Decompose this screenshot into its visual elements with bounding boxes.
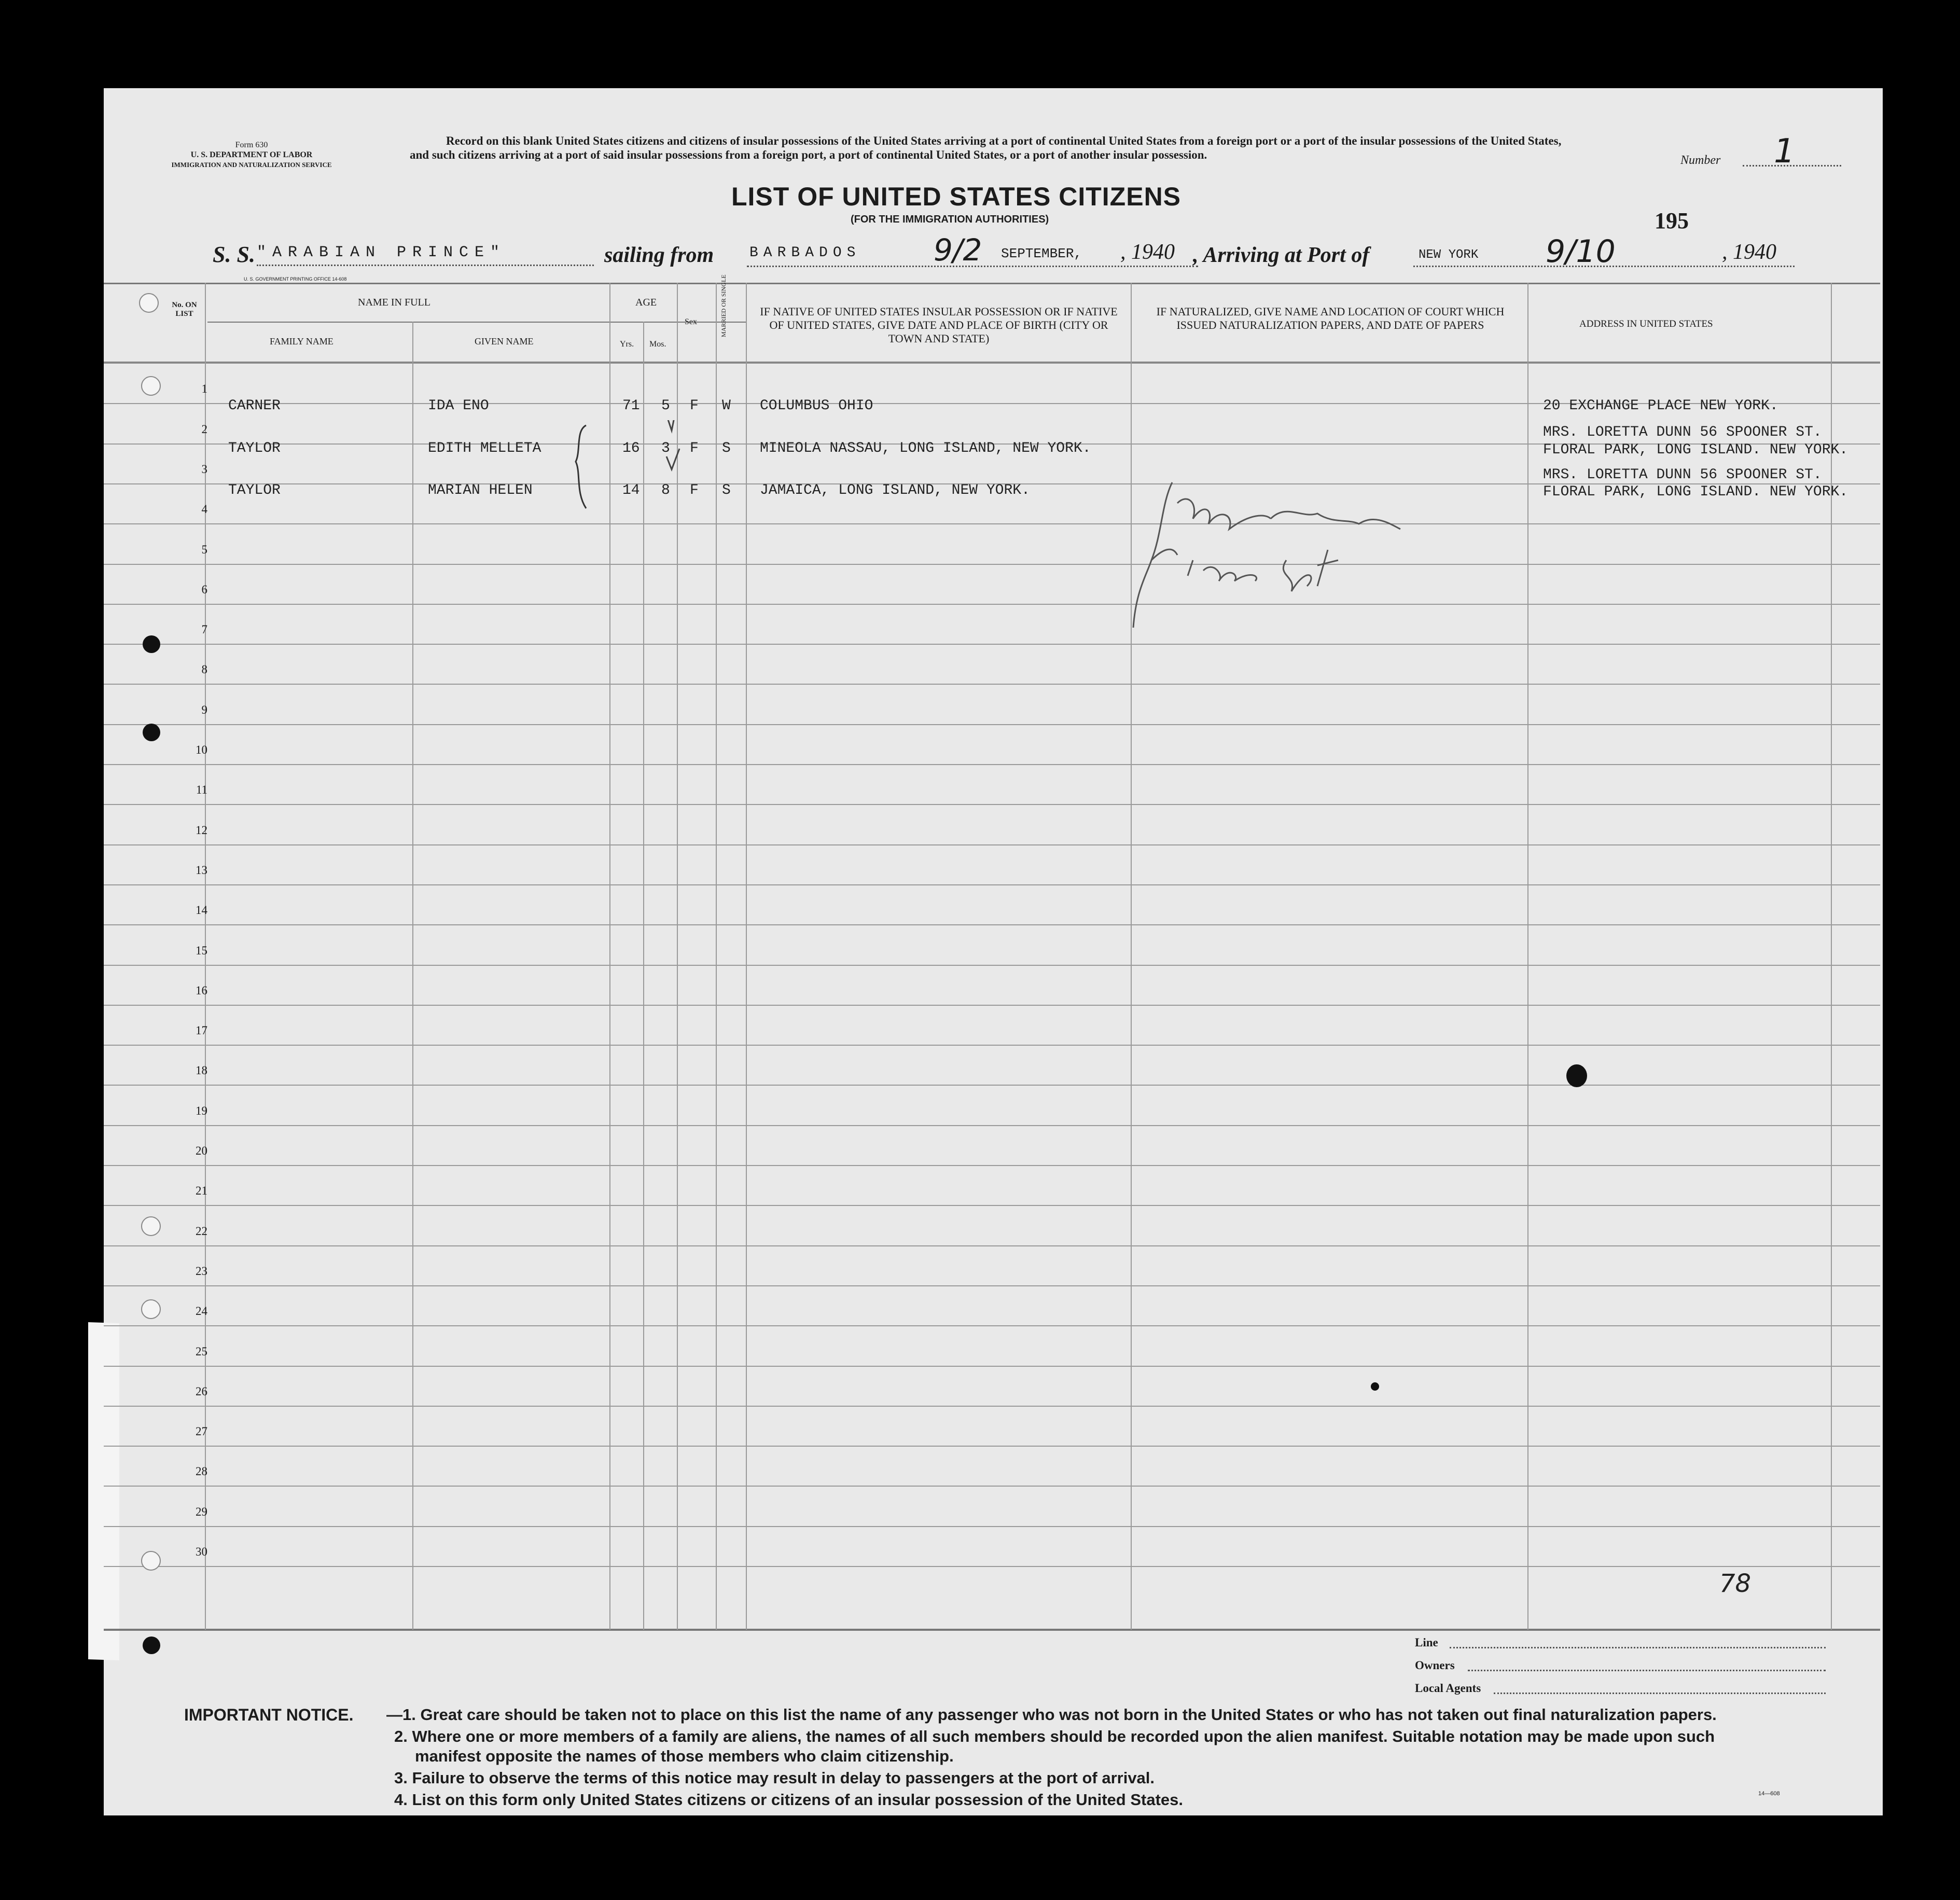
number-label: Number [1680,154,1721,167]
passenger-1-mos: 5 [661,398,670,414]
row-rule [104,724,1880,725]
ink-blot [1566,1064,1587,1087]
col-divider-yrs [643,322,644,1630]
row-rule [104,1205,1880,1206]
row-number: 15 [196,944,207,957]
row-rule [104,804,1880,805]
agents-field [1494,1693,1826,1694]
row-number: 7 [201,623,207,636]
row-number: 8 [201,663,207,676]
row-number: 2 [201,423,207,436]
row-number: 27 [196,1425,207,1438]
row-number: 21 [196,1184,207,1197]
ship-line [257,265,594,266]
binder-hole [143,1637,160,1654]
row-rule [104,1245,1880,1246]
line-label: Line [1415,1636,1438,1649]
arriving-date-handwritten: 9/10 [1546,233,1616,270]
passenger-1-birthplace: COLUMBUS OHIO [760,398,873,414]
notice-item-1: —1. Great care should be taken not to place on this list the name of any passenger who was not born in the United States or who has not taken out final naturalization papers. [386,1705,1717,1724]
col-divider-status [746,283,747,1630]
passenger-3-yrs: 14 [622,482,640,498]
row-rule [104,764,1880,765]
passenger-2-birthplace: MINEOLA NASSAU, LONG ISLAND, NEW YORK. [760,440,1091,456]
passenger-3-sex: F [690,482,699,498]
binder-hole [143,635,160,653]
row-rule [104,965,1880,966]
row-number: 26 [196,1385,207,1398]
sailing-date-handwritten: 9/2 [934,232,982,268]
page-title: LIST OF UNITED STATES CITIZENS [731,182,1181,211]
passenger-1-sex: F [690,398,699,414]
passenger-3-mos: 8 [661,482,670,498]
header-address: ADDRESS IN UNITED STATES [1579,318,1713,329]
notice-heading: IMPORTANT NOTICE. [184,1705,354,1724]
page-mark: 78 [1719,1569,1752,1598]
passenger-3-family: TAYLOR [228,482,281,498]
passenger-2-status: S [722,440,731,456]
sailing-year: , 1940 [1120,240,1175,264]
row-number: 3 [201,463,207,476]
header-native-birthplace: IF NATIVE OF UNITED STATES INSULAR POSSESSION OR IF NATIVE OF UNITED STATES, GIVE DATE AND PLACE OF BIRTH (CITY OR TOWN AND STATE) [760,305,1118,345]
passenger-3-address-line1: MRS. LORETTA DUNN 56 SPOONER ST. [1543,467,1822,483]
row-number: 25 [196,1345,207,1358]
passenger-2-address-line2: FLORAL PARK, LONG ISLAND. NEW YORK. [1543,442,1848,458]
row-number: 17 [196,1024,207,1037]
passenger-3-address-line2: FLORAL PARK, LONG ISLAND. NEW YORK. [1543,484,1848,500]
arriving-port: NEW YORK [1419,248,1479,262]
row-number: 1 [201,382,207,395]
stamp-number: 195 [1655,208,1689,233]
row-rule [104,1406,1880,1407]
number-value: 1 [1774,132,1795,171]
row-rule [104,884,1880,885]
header-no-on-list: No. ON LIST [172,301,197,318]
notice-item-2: 2. Where one or more members of a family are aliens, the names of all such members should be recorded upon the alien manifest. Suitable notation may be made upon such [394,1727,1715,1745]
header-yrs: Yrs. [620,340,634,349]
col-divider-sex [716,283,717,1630]
sailing-line [747,266,1198,267]
row-rule [104,1366,1880,1367]
row-number: 30 [196,1545,207,1558]
ink-dot [1371,1382,1379,1391]
passenger-1-family: CARNER [228,398,281,414]
binder-hole [139,293,159,313]
row-rule [104,1325,1880,1326]
notice-item-2-cont: manifest opposite the names of those members who claim citizenship. [415,1747,954,1765]
header-family-name: FAMILY NAME [270,336,333,346]
header-married-single: MARRIED OR SINGLE [720,274,727,337]
ship-name: "ARABIAN PRINCE" [257,244,506,261]
row-rule [104,1085,1880,1086]
passenger-2-given: EDITH MELLETA [428,440,541,456]
row-rule [104,1446,1880,1447]
notice-item-4: 4. List on this form only United States citizens or citizens of an insular possession of the United States. [394,1791,1183,1809]
department-name: U. S. DEPARTMENT OF LABOR [190,150,313,159]
row-number: 9 [201,703,207,716]
manifest-sheet [104,88,1883,1815]
row-number: 11 [196,783,207,796]
binder-hole [141,376,161,396]
sailing-label: sailing from [604,243,714,267]
name-header-rule [207,322,747,323]
row-number: 12 [196,824,207,837]
row-number: 24 [196,1305,207,1317]
binder-hole [141,1216,161,1236]
family-bracket-mark [571,420,695,514]
row-rule [104,1165,1880,1166]
row-rule [104,564,1880,565]
row-number: 16 [196,984,207,997]
passenger-3-birthplace: JAMAICA, LONG ISLAND, NEW YORK. [760,482,1030,498]
header-sex: Sex [685,317,697,326]
passenger-3-status: S [722,482,731,498]
row-number: 6 [201,583,207,596]
row-number: 20 [196,1144,207,1157]
row-rule [104,604,1880,605]
row-rule [104,684,1880,685]
row-number: 23 [196,1265,207,1278]
printing-office: U. S. GOVERNMENT PRINTING OFFICE 14-608 [244,276,347,282]
agents-label: Local Agents [1415,1682,1481,1695]
row-number: 29 [196,1505,207,1518]
arriving-line [1413,266,1795,267]
row-rule [104,924,1880,925]
ss-label: S. S. [213,242,255,267]
passenger-1-given: IDA ENO [428,398,489,414]
sailing-month: SEPTEMBER, [1001,246,1082,261]
passenger-2-yrs: 16 [622,440,640,456]
header-given-name: GIVEN NAME [475,336,534,346]
header-name-in-full: NAME IN FULL [358,297,430,308]
table-top-rule [104,283,1880,284]
header-naturalized: IF NATURALIZED, GIVE NAME AND LOCATION OF COURT WHICH ISSUED NATURALIZATION PAPERS, AND DATE OF PAPERS [1156,305,1505,331]
passenger-1-yrs: 71 [622,398,640,414]
row-rule [104,1045,1880,1046]
paper-fold [88,1322,119,1660]
passenger-1-status: W [722,398,731,414]
row-rule [104,1566,1880,1567]
inspector-signature [1131,472,1411,628]
row-number: 5 [201,543,207,556]
page-subtitle: (FOR THE IMMIGRATION AUTHORITIES) [851,214,1049,225]
binder-hole [143,724,160,741]
row-number: 13 [196,864,207,877]
passenger-2-address-line1: MRS. LORETTA DUNN 56 SPOONER ST. [1543,424,1822,440]
row-rule [104,644,1880,645]
form-number: Form 630 [235,141,268,149]
sailing-port: BARBADOS [749,245,861,261]
row-number: 4 [201,503,207,516]
row-rule [104,1486,1880,1487]
line-field [1450,1647,1826,1648]
row-number: 28 [196,1465,207,1478]
row-rule [104,1005,1880,1006]
row-rule [104,844,1880,845]
row-number: 10 [196,743,207,756]
passenger-2-sex: F [690,440,699,456]
arriving-year: , 1940 [1722,240,1776,264]
notice-item-3: 3. Failure to observe the terms of this notice may result in delay to passengers at the port of arrival. [394,1769,1155,1787]
binder-hole [141,1299,161,1319]
form-identifier [171,140,332,170]
header-age: AGE [635,297,657,308]
table-bottom-rule [104,1629,1880,1631]
owners-field [1468,1670,1826,1671]
passenger-2-family: TAYLOR [228,440,281,456]
row-rule [104,1285,1880,1286]
passenger-1-address: 20 EXCHANGE PLACE NEW YORK. [1543,398,1778,414]
header-mos: Mos. [649,340,666,349]
row-number: 19 [196,1104,207,1117]
col-divider-family [412,322,413,1630]
col-divider-naturalized [1527,283,1528,1630]
row-number: 22 [196,1225,207,1238]
binder-hole [141,1551,161,1571]
owners-label: Owners [1415,1659,1455,1672]
passenger-3-given: MARIAN HELEN [428,482,533,498]
row-rule [104,523,1880,524]
arriving-label: , Arriving at Port of [1193,243,1370,267]
row-rule [104,1125,1880,1126]
form-instructions: Record on this blank United States citizens and citizens of insular possessions of the United States arriving at a port of continental United States from a foreign port or a port of the insular possessions of the United States, and such citizens arriving at a port of said insular possessions from a foreign port, a port of continental United States, or a port of another insular possession. [410,134,1562,161]
row-number: 14 [196,904,207,917]
passenger-2-mos: 3 [661,440,670,456]
row-rule [104,1526,1880,1527]
row-number: 18 [196,1064,207,1077]
header-bottom-rule [104,362,1880,364]
form-code: 14—608 [1758,1791,1780,1797]
service-name: IMMIGRATION AND NATURALIZATION SERVICE [171,161,332,169]
